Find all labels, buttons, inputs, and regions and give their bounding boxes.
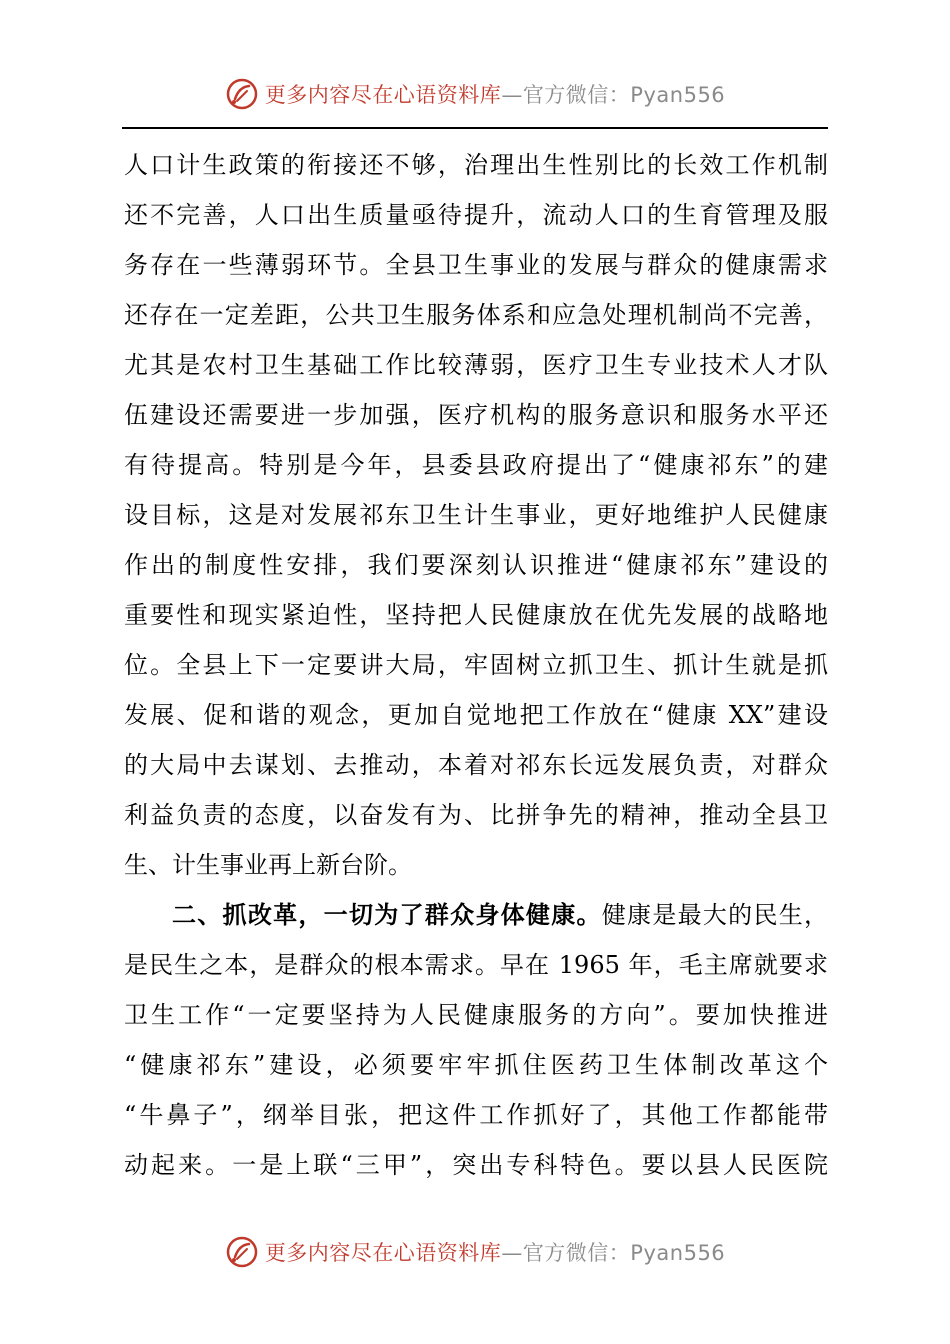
section-first-line-rest: 健康是最大的民生， <box>601 901 828 929</box>
body-line: “健康祁东”建设，必须要牢牢抓住医药卫生体制改革这个 <box>124 1051 828 1079</box>
body-line: 还不完善，人口出生质量亟待提升，流动人口的生育管理及服 <box>124 201 828 229</box>
footer-banner <box>0 1232 950 1272</box>
header-banner-contact: —官方微信：Pyan556 <box>501 83 726 107</box>
body-line: 位。全县上下一定要讲大局，牢固树立抓卫生、抓计生就是抓 <box>124 651 828 679</box>
body-line: 尤其是农村卫生基础工作比较薄弱，医疗卫生专业技术人才队 <box>124 351 828 379</box>
footer-banner-title: 更多内容尽在心语资料库 <box>264 1241 502 1265</box>
header-banner-text <box>265 79 725 109</box>
section-first-line <box>124 890 828 940</box>
logo-icon <box>225 1235 259 1269</box>
footer-banner-contact: —官方微信：Pyan556 <box>501 1241 726 1265</box>
body-line: 生、计生事业再上新台阶。 <box>124 851 412 879</box>
body-line: 动起来。一是上联“三甲”，突出专科特色。要以县人民医院 <box>124 1151 828 1179</box>
body-line: 人口计生政策的衔接还不够，治理出生性别比的长效工作机制 <box>124 151 828 179</box>
body-line: 务存在一些薄弱环节。全县卫生事业的发展与群众的健康需求 <box>124 251 828 279</box>
footer-banner-text <box>265 1237 725 1267</box>
body-line: 利益负责的态度，以奋发有为、比拼争先的精神，推动全县卫 <box>124 801 828 829</box>
body-line: 卫生工作“一定要坚持为人民健康服务的方向”。要加快推进 <box>124 1001 828 1029</box>
body-line: 伍建设还需要进一步加强，医疗机构的服务意识和服务水平还 <box>124 401 828 429</box>
body-line: 重要性和现实紧迫性，坚持把人民健康放在优先发展的战略地 <box>124 601 828 629</box>
body-line: 有待提高。特别是今年，县委县政府提出了“健康祁东”的建 <box>124 451 828 479</box>
header-banner-title: 更多内容尽在心语资料库 <box>264 83 502 107</box>
logo-icon <box>225 77 259 111</box>
header-divider <box>122 127 828 129</box>
section-heading: 二、抓改革，一切为了群众身体健康。 <box>172 900 602 929</box>
body-line: 是民生之本，是群众的根本需求。早在 1965 年，毛主席就要求 <box>124 951 828 979</box>
document-body <box>124 140 828 1190</box>
body-line: 的大局中去谋划、去推动，本着对祁东长远发展负责，对群众 <box>124 751 828 779</box>
body-line: “牛鼻子”，纲举目张，把这件工作抓好了，其他工作都能带 <box>124 1101 828 1129</box>
body-line: 设目标，这是对发展祁东卫生计生事业，更好地维护人民健康 <box>124 501 828 529</box>
body-line: 发展、促和谐的观念，更加自觉地把工作放在“健康 XX”建设 <box>124 701 828 729</box>
body-line: 还存在一定差距，公共卫生服务体系和应急处理机制尚不完善， <box>124 301 828 329</box>
header-banner <box>0 74 950 114</box>
body-line: 作出的制度性安排，我们要深刻认识推进“健康祁东”建设的 <box>124 551 828 579</box>
